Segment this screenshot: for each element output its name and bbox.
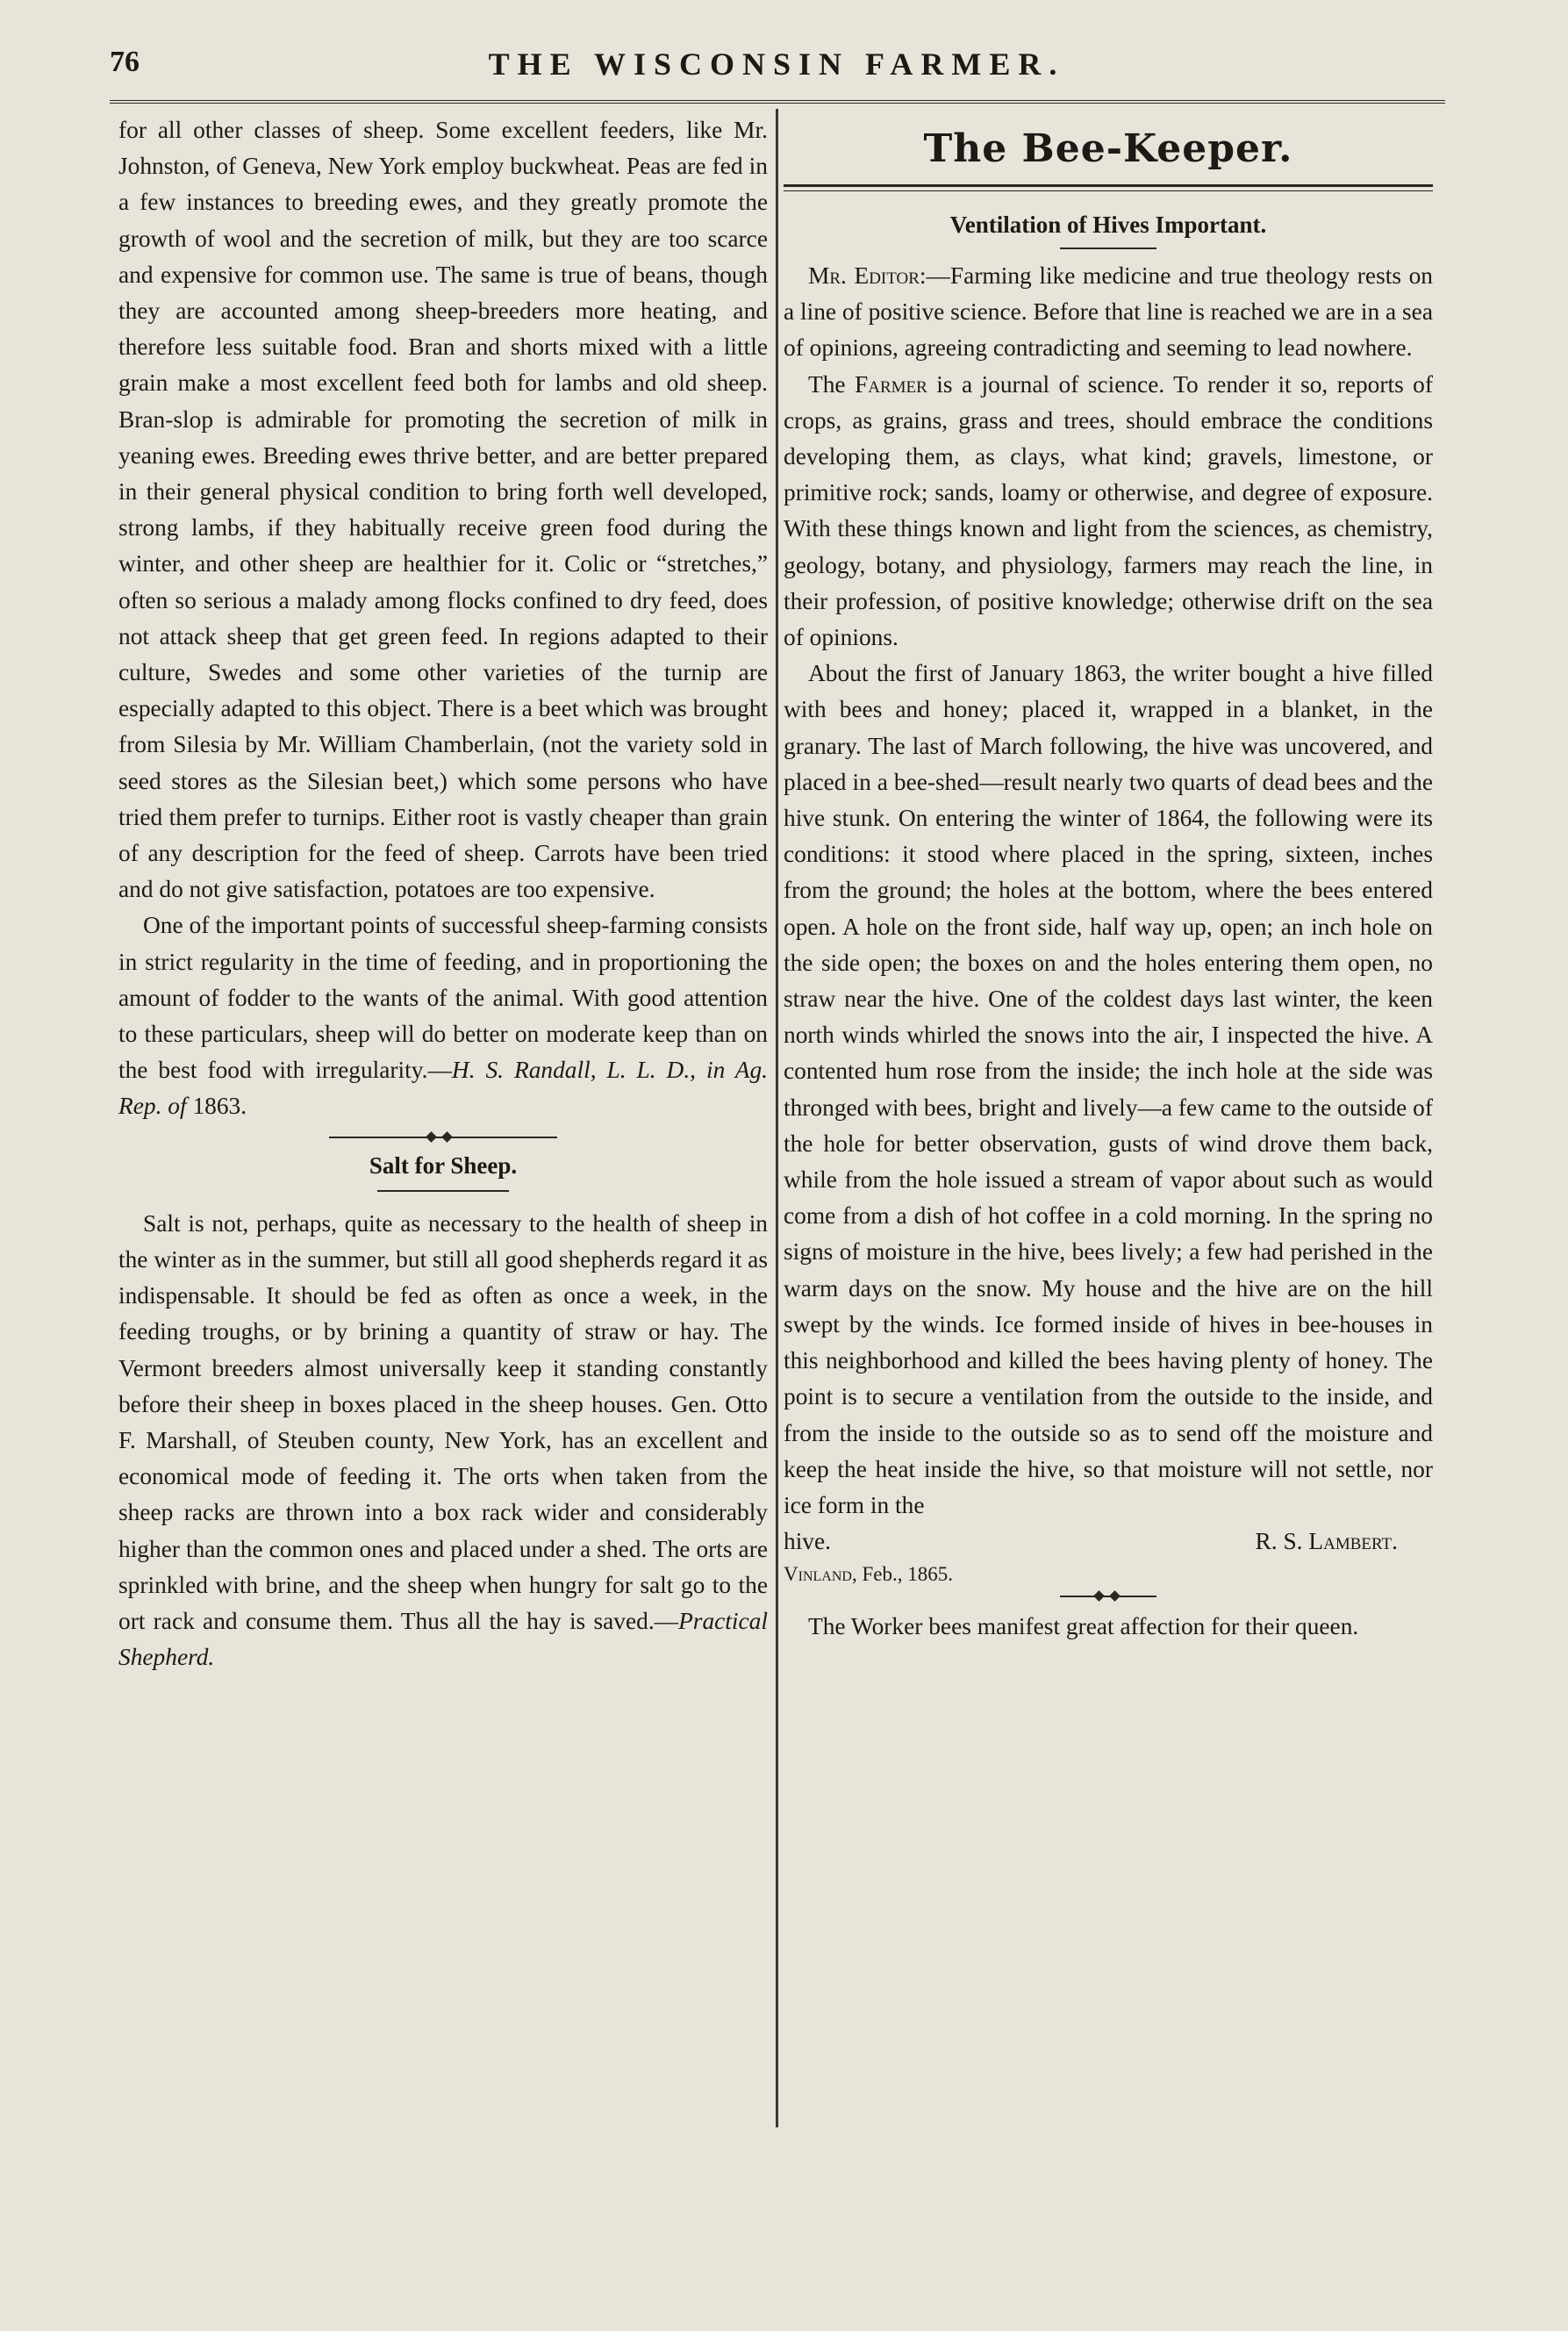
dateline-date: , Feb., 1865. <box>851 1563 953 1586</box>
practical-shepherd-citation: Practical Shepherd. <box>118 1607 768 1671</box>
page-header <box>110 42 1443 95</box>
article-end-ornament <box>1060 1589 1156 1603</box>
worker-bees-paragraph: The Worker bees manifest great affection for their queen. <box>808 1613 1359 1640</box>
dateline <box>784 1560 1433 1589</box>
report-year: 1863. <box>186 1093 247 1120</box>
editor-salutation-paragraph <box>784 258 1433 367</box>
signature-line: hive. R. S. Lambert. <box>784 1524 1433 1560</box>
right-column <box>784 112 1433 1646</box>
regularity-paragraph <box>118 907 768 1124</box>
section-title-rule <box>377 1190 509 1192</box>
sheep-feeding-paragraph: for all other classes of sheep. Some excellent feeders, like Mr. Johnston, of Geneva, New York employ buckwheat. Peas are fed in a few instances to breeding ewes, and they greatly promote the growth of wool and the secretion of milk, but they are too scarce and expensive for common use. The same is true of beans, though they are accounted among sheep-breeders more heating, and therefore less suitable food. Bran and shorts mixed with a little grain make a most excellent feed both for lambs and old sheep. Bran-slop is admirable for promoting the secretion of milk in yeaning ewes. Breeding ewes thrive better, and are better prepared in their general physical condition to bring forth well developed, strong lambs, if they habitually receive green food during the winter, and other sheep are healthier for it. Colic or “stretches,” often so serious a malady among flocks confined to dry feed, does not attack sheep that get green feed. In regions adapted to their culture, Swedes and some other varieties of the turnip are especially adapted to this object. There is a beet which was brought from Silesia by Mr. William Chamberlain, (not the variety sold in seed stores as the Silesian beet,) which some persons who have tried them prefer to turnips. Either root is vastly cheaper than grain of any description for the feed of sheep. Carrots have been tried and do not give satisfaction, potatoes are too expensive. <box>118 117 768 903</box>
section-divider-ornament <box>329 1130 557 1144</box>
author-signature: R. S. Lambert. <box>1255 1528 1398 1555</box>
ventilation-article-title: Ventilation of Hives Important. <box>949 212 1267 238</box>
left-column <box>118 112 768 1675</box>
journal-of-science-paragraph: The Farmer is a journal of science. To render it so, reports of crops, as grains, grass and trees, should embrace the conditions developing them, as clays, what kind; gravels, limestone, or primitive rock; sands, loamy or otherwise, and degree of exposure. With these things known and light from the sciences, as chemistry, geology, botany, and physiology, farmers may reach the line, in their profession, of positive knowledge; otherwise drift on the sea of opinions. <box>784 370 1434 651</box>
regularity-text: One of the important points of successful sheep-farming consists in strict regularity in the time of feeding, and in proportioning the amount of fodder to the wants of the animal. With good attention to these particulars, sheep will do better on moderate keep than on the best food with irregularity.— <box>118 912 768 1084</box>
salt-text: Salt is not, perhaps, quite as necessary to the health of sheep in the winter as in the summer, but still all good shepherds regard it as indispensable. It should be fed as often as once a week, in the feeding troughs, or by brining a quantity of straw or hay. The Vermont breeders almost universally keep it standing constantly before their sheep in boxes placed in the sheep houses. Gen. Otto F. Marshall, of Steuben county, New York, has an excellent and economical mode of feeding it. The orts when taken from the sheep racks are thrown into a box rack wider and considerably higher than the common ones and placed under a shed. The orts are sprinkled with brine, and the sheep when hungry for salt go to the ort rack and consume them. Thus all the hay is saved.— <box>118 1209 768 1634</box>
hive-experiment-paragraph: About the first of January 1863, the writer bought a hive filled with bees and honey; placed it, wrapped in a blanket, in the granary. The last of March following, the hive was uncovered, and placed in a bee-shed—result nearly two quarts of dead bees and the hive stunk. On entering the winter of 1864, the following were its conditions: it stood where placed in the spring, sixteen, inches from the ground; the holes at the bottom, where the bees entered open. A hole on the front side, half way up, open; an inch hole on the side open; the boxes on and the holes entering them open, no straw near the hive. One of the coldest days last winter, the keen north winds whirled the snows into the air, I inspected the hive. A contented hum rose from the inside; the inch hole at the side was thronged with bees, bright and lively—a few came to the outside of the hole for better observation, gusts of wind drove them back, while from the hole issued a stream of vapor about such as would come from a dish of hot coffee in a cold morning. In the spring no signs of moisture in the hive, bees lively; a few had perished in the warm days on the snow. My house and the hive are on the hill swept by the winds. Ice formed inside of hives in bee-houses in this neighborhood and killed the bees having plenty of honey. The point is to secure a ventilation from the outside to the inside, and from the inside to the outside so as to send off the moisture and keep the heat inside the hive, so that moisture will not settle, nor ice form in the <box>784 660 1433 1518</box>
salt-paragraph <box>118 1206 768 1676</box>
header-rule <box>110 100 1445 106</box>
column-divider <box>776 109 778 2127</box>
bee-keeper-department-title: The Bee-Keeper. <box>923 126 1293 171</box>
farmer-name: Farmer <box>855 370 927 398</box>
article-title-rule <box>1060 247 1156 249</box>
salt-for-sheep-title: Salt for Sheep. <box>369 1151 518 1179</box>
salutation: Mr. Editor <box>808 262 920 289</box>
science-text: :—Farming like medicine and true theology rests on a line of positive science. Before that line is reached we are in a sea of opinions, agreeing contradicting and seeming to lead nowhere. <box>784 262 1433 362</box>
page-number: 76 <box>110 46 140 78</box>
randall-citation: H. S. Randall, L. L. D., in Ag. Rep. of <box>118 1057 768 1120</box>
running-title: THE WISCONSIN FARMER. <box>488 47 1065 82</box>
dateline-place: Vinland <box>784 1563 852 1586</box>
department-double-rule <box>784 184 1433 191</box>
